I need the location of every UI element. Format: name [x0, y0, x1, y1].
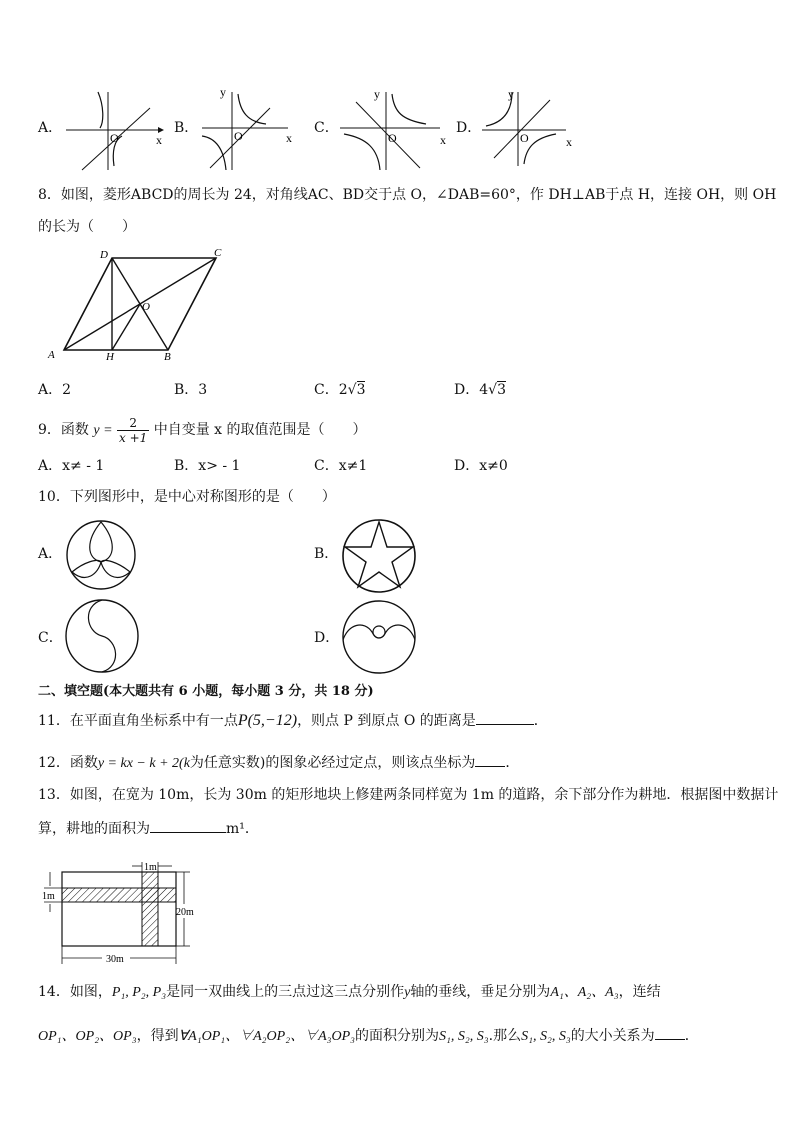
q11-end: ． [533, 713, 548, 729]
q8-option-a-value: 2 [62, 382, 72, 398]
q9-option-d: D．x≠0 [454, 458, 508, 474]
q14-axis: y [404, 985, 411, 1000]
q10-option-a-trefoil-icon [64, 518, 138, 592]
q12-expr: y = kx − k + 2(k [97, 756, 190, 771]
q13-label-left: 1m [42, 891, 55, 902]
q8-option-b [174, 380, 207, 400]
q13-label-bottom: 30m [106, 954, 124, 965]
q10-text: 10．下列图形中，是中心对称图形的是（ ） [38, 489, 336, 505]
q9-func-lhs: y = [93, 423, 113, 438]
q13-text-line2 [38, 818, 259, 839]
q7-d-origin: O [520, 131, 529, 145]
q8-option-d [454, 380, 506, 400]
q14-areas-2: S₁, S₂, S₃ [521, 1029, 571, 1044]
q11-text [38, 710, 548, 731]
q7-option-a-graph [62, 86, 168, 172]
q9-suffix: 中自变量 x 的取值范围是（ ） [153, 422, 367, 438]
q8-text-line1: 8．如图，菱形ABCD的周长为 24，对角线AC、BD交于点 O，∠DAB=60°，作 DH⊥AB于点 H，连接 OH，则 OH [38, 187, 777, 203]
q9-text [38, 412, 367, 449]
q14-text-line2: OP₁、OP₂、OP₃，得到∀A₁OP₁、∀A₂OP₂、∀A₃OP₃的面积分别为S₁, S₂, S₃.那么S₁, S₂, S₃的大小关系为 ． [38, 1025, 699, 1047]
q13-line2-prefix: 算，耕地的面积为 [38, 821, 150, 837]
q7-option-d-graph [478, 86, 578, 170]
q8-option-c-letter: C． [314, 382, 339, 398]
q10-option-b-label: B． [314, 546, 339, 562]
q9-numerator: 2 [117, 416, 149, 431]
q8-label-c: C [214, 247, 222, 259]
q10-option-d-label: D． [314, 630, 340, 646]
q7-d-y-label: y [508, 87, 514, 101]
q13-answer-blank [150, 818, 226, 833]
q7-option-b-label: B． [174, 120, 199, 136]
q8-option-c-radicand: 3 [356, 382, 366, 398]
q11-suffix: ，则点 P 到原点 O 的距离是 [297, 713, 476, 729]
q12-middle: 为任意实数)的图象必经过定点，则该点坐标为 [189, 755, 476, 771]
q14-segments: OP₁、OP₂、OP₃ [38, 1029, 137, 1044]
q13-text-line1: 13．如图，在宽为 10m，长为 30m 的矩形地块上修建两条同样宽为 1m 的道路，余下部分作为耕地．根据图中数据计 [38, 787, 779, 803]
q14-text-line1: 14．如图，P₁, P₂, P₃是同一双曲线上的三点过这三点分别作y轴的垂线，垂足分别为A₁、A₂、A₃，连结 [38, 984, 661, 1000]
q8-label-a: A [48, 349, 55, 361]
q11-prefix: 11．在平面直角坐标系中有一点 [38, 713, 238, 729]
q8-option-c [314, 380, 365, 400]
q8-option-a-letter: A． [38, 382, 63, 398]
q7-b-x-label: x [286, 131, 292, 145]
q8-label-d: D [100, 249, 108, 261]
q8-option-c-sqrt-icon: √ [347, 382, 357, 398]
q7-option-b-graph [196, 84, 300, 172]
q10-option-c-yinyang-icon [64, 598, 140, 674]
q8-option-d-radicand: 3 [497, 382, 506, 398]
q14-points: P₁, P₂, P₃ [111, 985, 167, 1000]
q7-option-a-label: A． [38, 120, 63, 136]
q7-d-x-label: x [566, 135, 572, 149]
q8-label-o: O [142, 301, 150, 313]
q9-option-a: A．x≠ - 1 [38, 458, 105, 474]
q14-answer-blank [655, 1025, 685, 1040]
q10-option-c-label: C． [38, 630, 63, 646]
q14-triangles: ∀A₁OP₁、∀A₂OP₂、∀A₃OP₃ [178, 1029, 356, 1044]
q9-denominator: x +1 [119, 430, 148, 445]
q8-option-a [38, 380, 71, 400]
q7-c-y-label: y [374, 87, 380, 101]
q8-option-d-letter: D． [454, 382, 480, 398]
q8-option-c-coef: 2 [338, 382, 348, 398]
q14-areas: S₁, S₂, S₃ [439, 1029, 489, 1044]
q9-prefix: 9．函数 [38, 422, 89, 438]
section2-title: 二、填空题(本大题共有 6 小题，每小题 3 分，共 18 分) [38, 684, 374, 699]
q7-option-c-label: C． [314, 120, 339, 136]
q9-option-c: C．x≠1 [314, 458, 368, 474]
q8-option-b-value: 3 [198, 382, 208, 398]
q8-option-d-coef: 4 [479, 382, 489, 398]
q9-fraction [117, 416, 149, 445]
q12-answer-blank [475, 752, 505, 767]
q7-b-y-label: y [220, 85, 226, 99]
q10-option-d-heart-circle-icon [340, 598, 418, 676]
q11-point: P(5,−12) [237, 712, 298, 729]
q12-text [38, 752, 519, 774]
q8-option-d-sqrt-icon: √ [488, 382, 498, 398]
q12-prefix: 12．函数 [38, 755, 98, 771]
q13-label-right: 20m [176, 907, 194, 918]
q10-option-a-label: A． [38, 546, 63, 562]
q7-option-c-graph [336, 84, 452, 172]
q8-option-b-letter: B． [174, 382, 199, 398]
q13-field-figure [40, 852, 210, 968]
q11-answer-blank [476, 710, 534, 725]
q7-b-origin: O [234, 129, 243, 143]
q7-a-origin: O [110, 131, 119, 145]
q7-option-d-label: D． [456, 120, 482, 136]
q8-text-line2: 的长为（ ） [38, 219, 136, 235]
q9-option-b: B．x> - 1 [174, 458, 241, 474]
q8-label-b: B [164, 351, 171, 362]
q13-line2-suffix: m¹． [226, 821, 259, 837]
q8-rhombus-figure [44, 246, 234, 362]
q7-a-x-label: x [156, 133, 162, 147]
q14-feet: A₁、A₂、A₃ [550, 985, 619, 1000]
q7-c-x-label: x [440, 133, 446, 147]
q13-label-top: 1m [144, 862, 157, 873]
q7-c-origin: O [388, 131, 397, 145]
q12-end: ． [505, 755, 520, 771]
q10-option-b-star-icon [340, 516, 418, 594]
q8-label-h: H [106, 351, 114, 362]
